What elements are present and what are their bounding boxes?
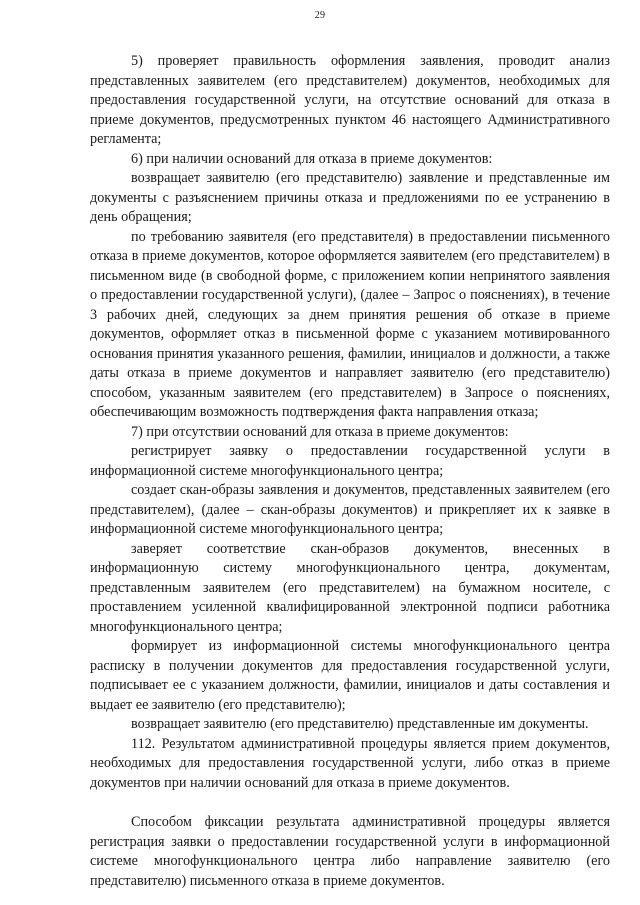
paragraph-fixation-method: Способом фиксации результата административной процедуры является регистрация заявки о предоставлении государственной услуги в информационной системе многофункционального центра либо направление заявителю (его представителю) письменного отказа в приеме документов. (90, 814, 610, 889)
paragraph-register-request: регистрирует заявку о предоставлении государственной услуги в информационной системе многофункционального центра; (90, 443, 610, 479)
document-body (90, 52, 610, 891)
paragraph-certify-scans: заверяет соответствие скан-образов документов, внесенных в информационную систему многофункционального центра, документам, представленным заявителем (его представителем) на бумажном носителе, с проставлением усиленной квалифицированной электронной подписи работника многофункционального центра; (90, 540, 610, 635)
paragraph-item-5: 5) проверяет правильность оформления заявления, проводит анализ представленных заявителем (его представителем) документов, необходимых для предоставления государственной услуги, на отсутствие оснований для отказа в приеме документов, предусмотренных пунктом 46 настоящего Административного регламента; (90, 53, 610, 147)
paragraph-item-112: 112. Результатом административной процедуры является прием документов, необходимых для предоставления государственной услуги, либо отказ в приеме документов при наличии оснований для отказа в приеме документов. (90, 735, 610, 791)
paragraph-spacer (90, 793, 610, 813)
page-number: 29 (314, 10, 326, 21)
paragraph-create-scans: создает скан-образы заявления и документов, представленных заявителем (его представителем), (далее – скан-образы документов) и прикрепляет их к заявке в информационной системе многофункционального центра; (90, 482, 610, 537)
paragraph-return-documents: возвращает заявителю (его представителю) заявление и представленные им документы с разъяснением причины отказа и предложениями по ее устранению в день обращения; (90, 170, 610, 225)
paragraph-item-6: 6) при наличии оснований для отказа в приеме документов: (131, 150, 493, 167)
paragraph-written-refusal: по требованию заявителя (его представителя) в предоставлении письменного отказа в приеме документов, которое оформляется заявителем (его представителем) в письменном виде (в свободной форме, с приложением копии непринятого заявления о предоставлении государственной услуги), (далее – Запрос о пояснениях), в течение 3 рабочих дней, следующих за днем принятия решения об отказе в приеме документов, оформляет отказ в письменной форме с указанием мотивированного основания принятия указанного решения, фамилии, инициалов и должности, а также даты отказа в приеме документов и направляет заявителю (его представителю) способом, указанным заявителем (его представителем) в Запросе о пояснениях, обеспечивающим возможность подтверждения факта направления отказа; (90, 228, 610, 420)
paragraph-item-7: 7) при отсутствии оснований для отказа в приеме документов: (131, 423, 509, 440)
paragraph-form-receipt: формирует из информационной системы многофункционального центра расписку в получении документов для предоставления государственной услуги, подписывает ее с указанием должности, фамилии, инициалов и даты составления и выдает ее заявителю (его представителю); (90, 638, 610, 713)
paragraph-return-originals: возвращает заявителю (его представителю) представленные им документы. (131, 716, 589, 732)
